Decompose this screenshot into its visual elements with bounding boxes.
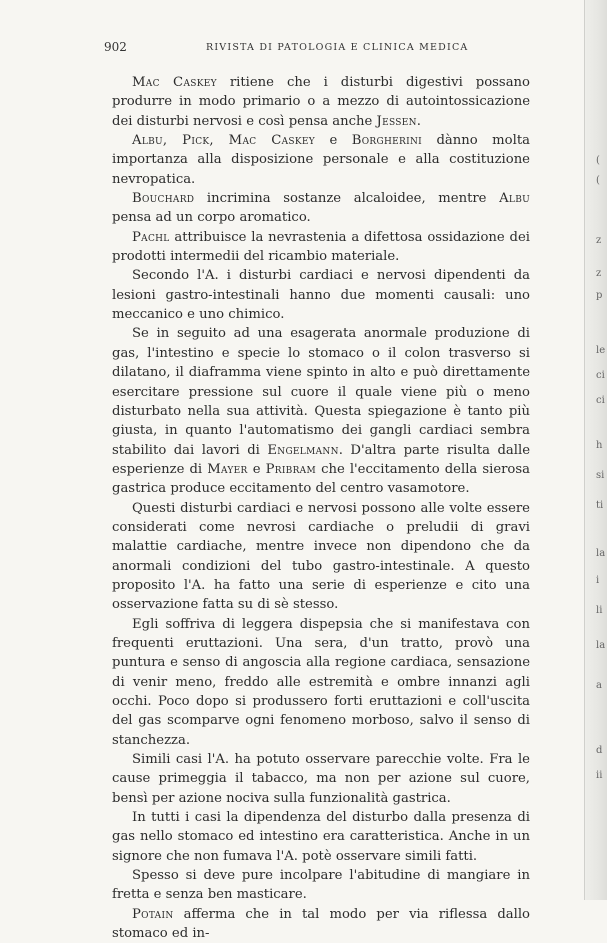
bleed-through-glyph: li	[596, 605, 603, 616]
page-number: 902	[104, 40, 127, 54]
author-name: Bouchard	[132, 191, 195, 207]
text-run: che l'eccitamento della sierosa gastrica produce eccitamento del centro vasamotore.	[112, 461, 530, 497]
paragraph	[112, 499, 530, 615]
text-run: Spesso si deve pure incolpare l'abitudine di mangiare in fretta e senza ben masticare.	[112, 868, 530, 903]
text-run: Egli soffriva di leggera dispepsia che si manifestava con frequenti eruttazioni. Una sera, d'un tratto, provò una puntura e senso di angoscia alla regione cardiaca, sensazione di venir meno, freddo alle estremità e ombre innanzi agli occhi. Poco dopo si produssero forti eruttazioni e coll'uscita del gas scomparve ogni fenomeno morboso, salvo il senso di stanchezza.	[112, 616, 530, 748]
author-name: Pribram	[265, 461, 316, 477]
bleed-through-glyph: si	[596, 470, 605, 481]
author-name: Albu, Pick, Mac Caskey	[132, 133, 316, 149]
bleed-through-glyph: ti	[596, 500, 604, 511]
bleed-through-glyph: ci	[596, 395, 605, 406]
text-run: dànno molta importanza alla disposizione personale e alla costituzione nevropatica.	[112, 133, 530, 187]
author-name: Jessen	[376, 113, 417, 129]
text-run: Secondo l'A. i disturbi cardiaci e nervosi dipendenti da lesioni gastro-intestinali hanno due momenti causali: uno meccanico e uno chimico.	[112, 268, 530, 323]
paragraph	[112, 750, 530, 808]
paragraph	[112, 266, 530, 324]
text-run: . D'altra parte risulta dalle esperienze di	[112, 442, 530, 477]
bleed-through-glyph: i	[596, 575, 600, 586]
author-name: Engelmann	[267, 442, 339, 458]
paragraph	[112, 808, 530, 866]
bleed-through-glyph: (	[596, 175, 600, 186]
text-run: e	[247, 461, 266, 477]
bleed-through-glyph: a	[596, 680, 602, 691]
text-run: Se in seguito ad una esagerata anormale produzione di gas, l'intestino e specie lo stomaco o il colon trasverso si dilatano, il diaframma viene spinto in alto e può direttamente esercitare pressione sul cuore il quale viene più o meno disturbato nella sua attività. Questa spiegazione è tanto più giusta, in quanto l'automatismo dei gangli cardiaci sembra stabilito dai lavori di	[112, 326, 530, 458]
text-run: ritiene che i disturbi digestivi possano produrre in modo primario o a mezzo di autointossicazione dei disturbi nervosi e così pensa anche	[112, 75, 530, 129]
bleed-through-glyph: (	[596, 155, 600, 166]
text-run: incrimina sostanze alcaloidee, mentre	[194, 191, 500, 207]
text-run: In tutti i casi la dipendenza del disturbo dalla presenza di gas nello stomaco ed intestino era caratteristica. Anche in un signore che non fumava l'A. potè osservare simili fatti.	[112, 810, 530, 864]
page-header	[104, 40, 524, 54]
paragraph	[112, 866, 530, 905]
paragraph	[112, 905, 530, 943]
running-title: RIVISTA DI PATOLOGIA E CLINICA MEDICA	[206, 42, 469, 53]
bleed-through-glyph: d	[596, 745, 603, 756]
author-name: Potain	[132, 906, 174, 922]
article-body	[112, 73, 530, 943]
text-run: Questi disturbi cardiaci e nervosi possono alle volte essere considerati come nevrosi cardiache o preludii di gravi malattie cardiache, mentre invece non dipendono che da anormali condizioni del tubo gastro-intestinale. A questo proposito l'A. ha fatto una serie di esperienze e cito una osservazione fatta su di sè stesso.	[112, 500, 530, 613]
paragraph	[112, 324, 530, 498]
paragraph	[112, 228, 530, 267]
text-run: e	[315, 133, 352, 149]
author-name: Mac Caskey	[132, 75, 217, 90]
paragraph	[112, 73, 530, 131]
paragraph	[112, 131, 530, 189]
bleed-through-glyph: la	[596, 640, 606, 651]
author-name: Mayer	[207, 461, 248, 477]
author-name: Borgherini	[351, 133, 422, 149]
bleed-through-glyph: z	[596, 268, 602, 279]
bleed-through-glyph: z	[596, 235, 602, 246]
text-run: afferma che in tal modo per via riflessa dallo stomaco ed in-	[112, 906, 530, 942]
text-run: Simili casi l'A. ha potuto osservare parecchie volte. Fra le cause primeggia il tabacco, ma non per azione sul cuore, bensì per azione nociva sulla funzionalità gastrica.	[112, 752, 530, 806]
paragraph	[112, 615, 530, 750]
text-run: attribuisce la nevrastenia a difettosa ossidazione dei prodotti intermedii del ricambio materiale.	[112, 229, 530, 265]
author-name: Albu	[499, 191, 530, 207]
paragraph	[112, 189, 530, 228]
bleed-through-glyph: ii	[596, 770, 603, 781]
author-name: Pachl	[132, 229, 170, 245]
bleed-through-glyph: ci	[596, 370, 605, 381]
text-run: .	[416, 113, 421, 129]
bleed-through-glyph: h	[596, 440, 603, 451]
bleed-through-glyph: p	[596, 290, 603, 301]
text-run: pensa ad un corpo aromatico.	[112, 210, 311, 226]
bleed-through-glyph: le	[596, 345, 606, 356]
bleed-through-glyph: la	[596, 548, 606, 559]
